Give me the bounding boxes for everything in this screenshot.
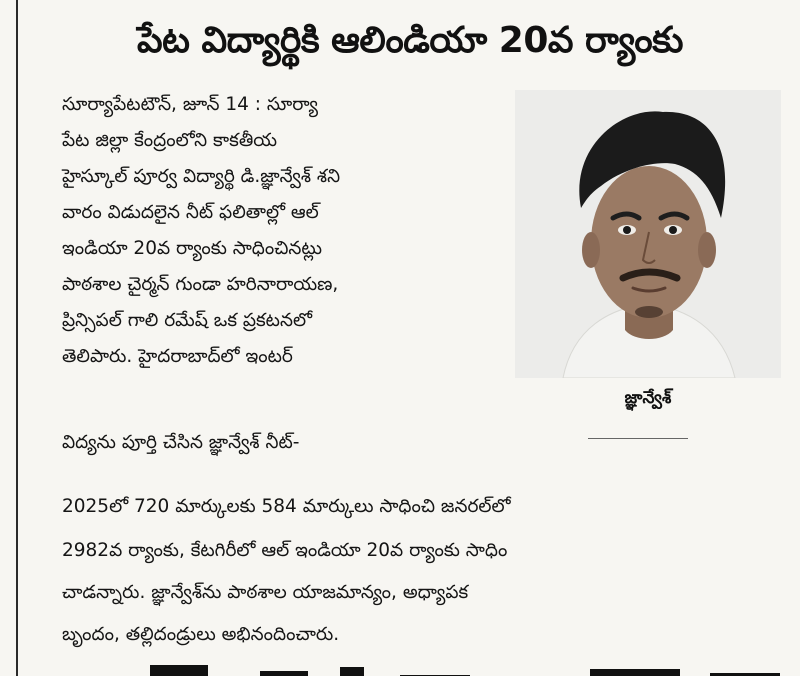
body-line: విద్యను పూర్తి చేసిన జ్ఞాన్వేశ్ నీట్-: [62, 432, 300, 453]
body-line: 2025లో 720 మార్కులకు 584 మార్కులు సాధించి జనరల్‌లో: [62, 496, 511, 517]
body-line: తెలిపారు. హైదరాబాద్‌లో ఇంటర్: [62, 346, 293, 367]
next-headline-fragment: [150, 650, 800, 676]
column-rule: [16, 0, 18, 676]
student-photo: [515, 90, 781, 378]
body-line: వారం విడుదలైన నీట్ ఫలితాల్లో ఆల్: [62, 202, 319, 223]
student-portrait-icon: [515, 90, 781, 378]
headline: పేట విద్యార్థికి ఆలిండియా 20వ ర్యాంకు: [137, 20, 683, 61]
body-line: చాడన్నారు. జ్ఞాన్వేశ్‌ను పాఠశాల యాజమాన్యం, అధ్యాపక: [62, 582, 469, 603]
body-line: ప్రిన్సిపల్ గాలి రమేష్ ఒక ప్రకటనలో: [62, 310, 312, 331]
body-line: హైస్కూల్ పూర్వ విద్యార్థి డి.జ్ఞాన్వేశ్ శని: [62, 166, 341, 187]
body-line: 2982వ ర్యాంకు, కేటగిరీలో ఆల్ ఇండియా 20వ ర్యాంకు సాధిం: [62, 540, 508, 561]
caption-divider: [588, 438, 688, 439]
body-line: బృందం, తల్లిదండ్రులు అభినందించారు.: [62, 624, 340, 645]
photo-caption: జ్ఞాన్వేశ్: [624, 388, 672, 408]
body-line: పేట జిల్లా కేంద్రంలోని కాకతీయ: [62, 130, 278, 151]
body-line: పాఠశాల చైర్మన్ గుండా హరినారాయణ,: [62, 274, 339, 295]
body-line: ఇండియా 20వ ర్యాంకు సాధించినట్లు: [62, 238, 323, 259]
body-line: సూర్యాపేటటౌన్, జూన్ 14 : సూర్యా: [62, 94, 319, 115]
cropped-headline-glyphs: [150, 661, 800, 676]
